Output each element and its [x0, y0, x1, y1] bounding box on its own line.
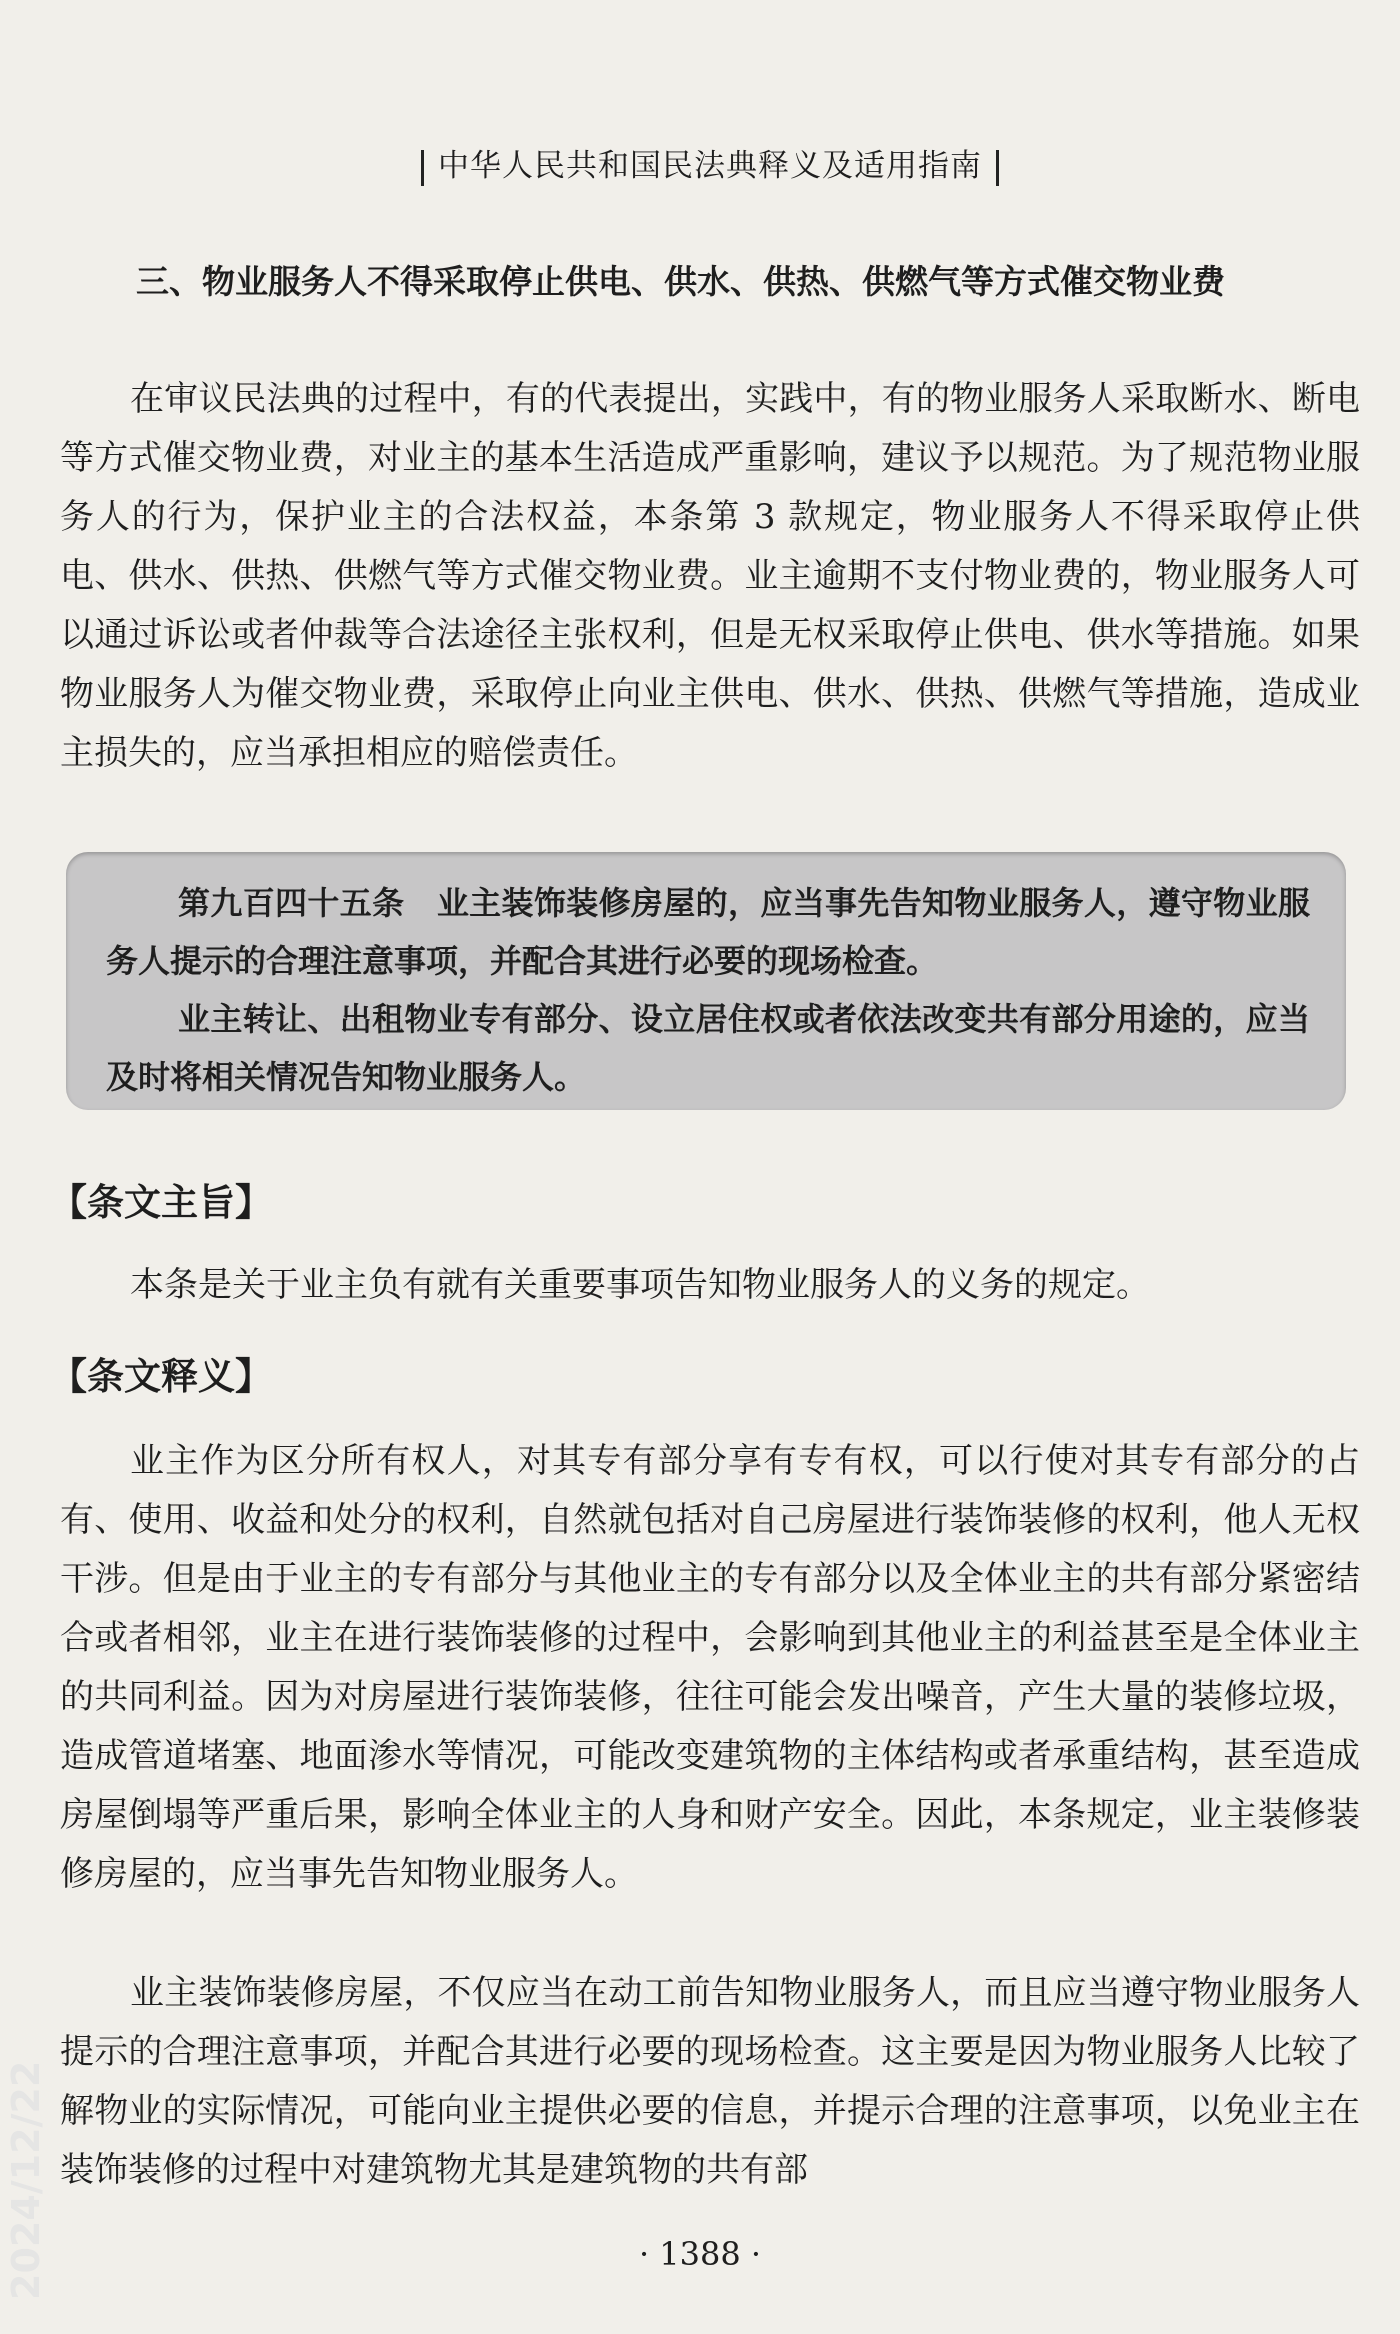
interpretation-paragraph-1: 业主作为区分所有权人，对其专有部分享有专有权，可以行使对其专有部分的占有、使用、收益和处分的权利，自然就包括对自己房屋进行装饰装修的权利，他人无权干涉。但是由于业主的专有部分与其他业主的专有部分以及全体业主的共有部分紧密结合或者相邻，业主在进行装饰装修的过程中，会影响到其他业主的利益甚至是全体业主的共同利益。因为对房屋进行装饰装修，往往可能会发出噪音，产生大量的装修垃圾，造成管道堵塞、地面渗水等情况，可能改变建筑物的主体结构或者承重结构，甚至造成房屋倒塌等严重后果，影响全体业主的人身和财产安全。因此，本条规定，业主装修装修房屋的，应当事先告知物业服务人。	[60, 1441, 1360, 1894]
gist-heading: 【条文主旨】	[50, 1181, 272, 1224]
article-paragraph-1: 第九百四十五条 业主装饰装修房屋的，应当事先告知物业服务人，遵守物业服务人提示的合理注意事项，并配合其进行必要的现场检查。	[106, 884, 1310, 980]
article-paragraph-2: 业主转让、出租物业专有部分、设立居住权或者依法改变共有部分用途的，应当及时将相关情况告知物业服务人。	[106, 1000, 1310, 1096]
section-heading-3: 三、物业服务人不得采取停止供电、供水、供热、供燃气等方式催交物业费	[136, 262, 1225, 301]
article-text-box	[66, 852, 1346, 1110]
header-title: 中华人民共和国民法典释义及适用指南	[438, 148, 982, 184]
interpretation-paragraph-2: 业主装饰装修房屋，不仅应当在动工前告知物业服务人，而且应当遵守物业服务人提示的合理注意事项，并配合其进行必要的现场检查。这主要是因为物业服务人比较了解物业的实际情况，可能向业主提供必要的信息，并提示合理的注意事项，以免业主在装饰装修的过程中对建筑物尤其是建筑物的共有部	[60, 1973, 1360, 2190]
page-number: · 1388 ·	[638, 2235, 762, 2273]
interpretation-heading: 【条文释义】	[50, 1355, 272, 1398]
gist-paragraph: 本条是关于业主负有就有关重要事项告知物业服务人的义务的规定。	[130, 1265, 1150, 1305]
header-left-rule	[421, 150, 424, 186]
header-right-rule	[996, 150, 999, 186]
date-watermark: 2024/12/22	[4, 2060, 48, 2300]
section-3-paragraph: 在审议民法典的过程中，有的代表提出，实践中，有的物业服务人采取断水、断电等方式催交物业费，对业主的基本生活造成严重影响，建议予以规范。为了规范物业服务人的行为，保护业主的合法权益，本条第 3 款规定，物业服务人不得采取停止供电、供水、供热、供燃气等方式催交物业费。业主逾期不支付物业费的，物业服务人可以通过诉讼或者仲裁等合法途径主张权利，但是无权采取停止供电、供水等措施。如果物业服务人为催交物业费，采取停止向业主供电、供水、供热、供燃气等措施，造成业主损失的，应当承担相应的赔偿责任。	[60, 379, 1360, 773]
running-header	[380, 140, 1040, 186]
